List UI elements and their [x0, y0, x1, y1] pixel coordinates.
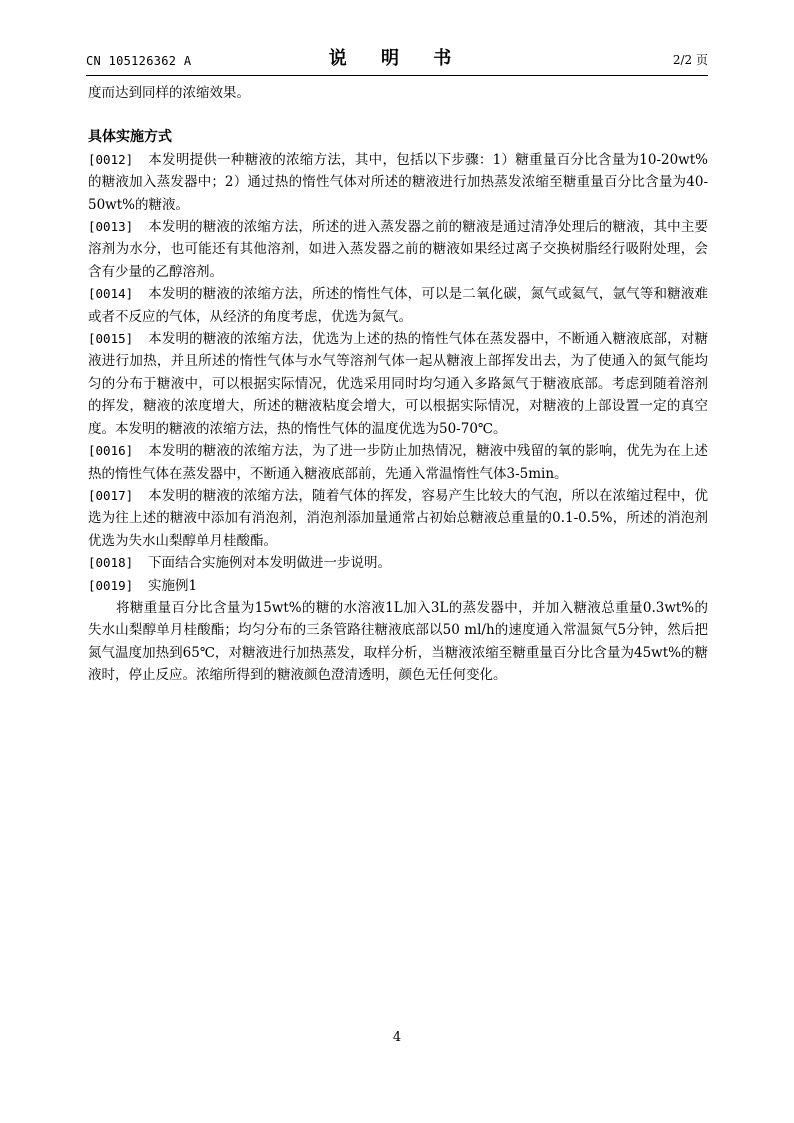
paragraph-0017: [88, 485, 708, 552]
paragraph-number: [0012]: [88, 151, 134, 167]
paragraph-0019: [88, 575, 708, 597]
example-text: 将糖重量百分比含量为15wt%的糖的水溶液1L加入3L的蒸发器中，并加入糖液总重量0.3wt%的失水山梨醇单月桂酸酯；均匀分布的三条管路往糖液底部以50 ml/h的速度通入常温氮气5分钟，然后把氮气温度加热到65℃，对糖液进行加热蒸发，取样分析，当糖液浓缩至糖重量百分比含量为45wt%的糖液时，停止反应。浓缩所得到的糖液颜色澄清透明，颜色无任何变化。: [88, 599, 708, 684]
spacer: [88, 104, 708, 126]
paragraph-text: 本发明的糖液的浓缩方法，优选为上述的热的惰性气体在蒸发器中，不断通入糖液底部，对糖液进行加热，并且所述的惰性气体与水气等溶剂气体一起从糖液上部挥发出去，为了使通入的氮气能均匀的分布于糖液中，可以根据实际情况，优选采用同时均匀通入多路氮气于糖液底部。考虑到随着溶剂的挥发，糖液的浓度增大，所述的糖液粘度会增大，可以根据实际情况，对糖液的上部设置一定的真空度。本发明的糖液的浓缩方法，热的惰性气体的温度优选为50-70℃。: [88, 331, 708, 437]
paragraph-text: 本发明的糖液的浓缩方法，为了进一步防止加热情况，糖液中残留的氧的影响，优先为在上述热的惰性气体在蒸发器中，不断通入糖液底部前，先通入常温惰性气体3-5min。: [88, 443, 708, 482]
paragraph-0014: [88, 283, 708, 328]
page-number: 4: [392, 1030, 402, 1045]
paragraph-text: 下面结合实施例对本发明做进一步说明。: [148, 555, 391, 572]
document-body: [88, 82, 708, 687]
paragraph-number: [0018]: [88, 555, 134, 571]
paragraph-number: [0015]: [88, 331, 134, 347]
paragraph-text: 本发明的糖液的浓缩方法，所述的进入蒸发器之前的糖液是通过清净处理后的糖液，其中主要溶剂为水分，也可能还有其他溶剂，如进入蒸发器之前的糖液如果经过离子交换树脂经行吸附处理，会含有少量的乙醇溶剂。: [88, 219, 708, 280]
paragraph-0018: [88, 552, 708, 574]
paragraph-number: [0016]: [88, 443, 134, 459]
paragraph-text: 本发明的糖液的浓缩方法，随着气体的挥发，容易产生比较大的气泡，所以在浓缩过程中，优选为往上述的糖液中添加有消泡剂，消泡剂添加量通常占初始总糖液总重量的0.1-0.5%，所述的消泡剂优选为失水山梨醇单月桂酸酯。: [88, 487, 708, 549]
document-title: 说 明 书: [328, 48, 466, 69]
paragraph-0016: [88, 440, 708, 485]
paragraph-0012: [88, 149, 708, 216]
paragraph-text: 实施例1: [148, 577, 198, 594]
paragraph-number: [0019]: [88, 577, 134, 593]
page-info: 2/2 页: [672, 53, 708, 67]
document-number: CN 105126362 A: [86, 54, 192, 68]
intro-line: 度而达到同样的浓缩效果。: [88, 85, 250, 101]
page-header: [86, 44, 708, 72]
paragraph-text: 本发明提供一种糖液的浓缩方法，其中，包括以下步骤：1）糖重量百分比含量为10-20wt%的糖液加入蒸发器中；2）通过热的惰性气体对所述的糖液进行加热蒸发浓缩至糖重量百分比含量为40-50wt%的糖液。: [88, 151, 708, 213]
header-divider: [86, 75, 708, 76]
paragraph-number: [0014]: [88, 286, 134, 302]
paragraph-number: [0017]: [88, 487, 134, 503]
paragraph-text: 本发明的糖液的浓缩方法，所述的惰性气体，可以是二氧化碳，氮气或氦气，氩气等和糖液难或者不反应的气体，从经济的角度考虑，优选为氮气。: [88, 286, 708, 325]
paragraph-number: [0013]: [88, 219, 134, 235]
section-title: 具体实施方式: [88, 129, 172, 146]
paragraph-0013: [88, 216, 708, 283]
paragraph-0015: [88, 328, 708, 440]
